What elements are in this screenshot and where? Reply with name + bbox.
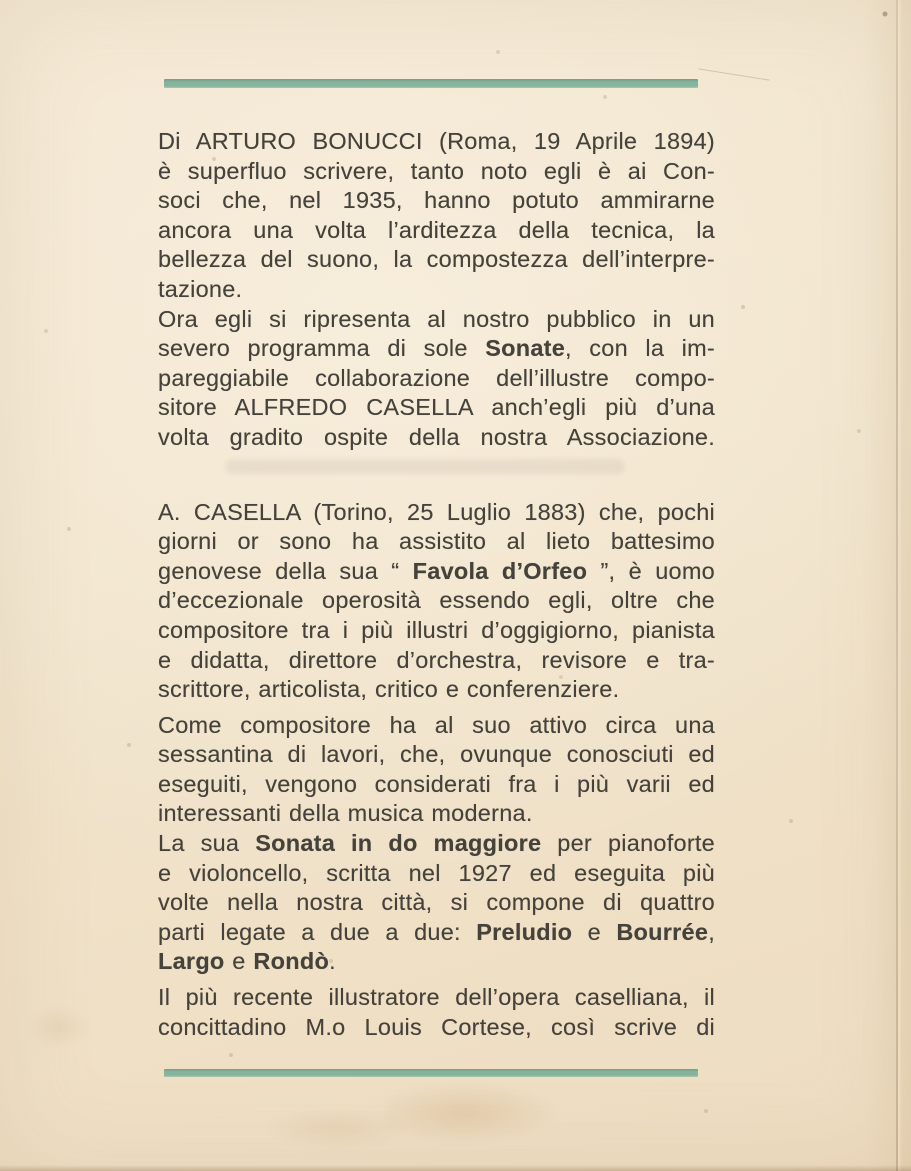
paper-stain [385,1082,560,1144]
text-segment: e didatta, direttore d’orchestra, revisore e tra- [158,646,715,673]
paragraph-opere [158,711,715,829]
paragraph-casella-bio [158,498,715,705]
text-segment: , [708,918,715,945]
top-divider-rule [164,79,698,88]
text-segment: giorni or sono ha assistito al lieto battesimo [158,528,715,555]
text-line [158,586,715,616]
text-line [158,711,715,741]
text-segment: Ora egli si ripresenta al nostro pubblico in un [158,305,715,332]
page-text [158,127,715,1042]
text-segment: ancora una volta l’arditezza della tecnica, la [158,216,715,243]
page-edge-shading [865,0,911,1171]
text-line [158,1013,715,1043]
text-line [158,557,715,587]
text-line [158,305,715,335]
text-line [158,216,715,246]
text-line [158,675,715,705]
text-segment: severo programma di sole [158,335,486,362]
bold-text-segment: Largo [158,948,225,975]
paragraph-ritorno-sonate [158,305,715,453]
text-line [158,983,715,1013]
text-line [158,646,715,676]
text-line [158,770,715,800]
text-line [158,859,715,889]
text-segment: e [572,918,617,945]
text-segment: sitore ALFREDO CASELLA anch’egli più d’una [158,394,715,421]
text-segment: e [224,948,254,975]
paper-scratch [698,68,769,80]
text-segment: Come compositore ha al suo attivo circa una [158,711,715,738]
text-segment: eseguiti, vengono considerati fra i più varii ed [158,770,715,797]
text-line [158,947,715,977]
text-segment: A. CASELLA (Torino, 25 Luglio 1883) che, pochi [158,498,715,525]
text-line [158,245,715,275]
text-line [158,527,715,557]
paper-specks [0,0,2,2]
text-line [158,364,715,394]
bold-text-segment: Rondò [253,948,330,975]
text-segment: ”, è uomo [587,557,715,584]
text-line [158,127,715,157]
text-line [158,186,715,216]
text-line [158,740,715,770]
bottom-divider-rule [164,1069,698,1077]
bold-text-segment: Preludio [476,918,573,945]
text-line [158,799,715,829]
text-segment: . [329,948,336,975]
text-segment: scrittore, articolista, critico e conferenziere. [158,676,620,703]
paragraph-sonata-do-maggiore [158,829,715,977]
text-segment: tazione. [158,275,243,302]
text-segment: per pianoforte [541,830,715,857]
text-segment: volta gradito ospite della nostra Associazione. [158,423,715,450]
text-line [158,918,715,948]
bold-text-segment: Sonate [485,335,566,362]
paragraph-arturo-bonucci [158,127,715,305]
text-segment: concittadino M.o Louis Cortese, così scrive di [158,1013,715,1040]
text-line [158,616,715,646]
text-segment: Di ARTURO BONUCCI (Roma, 19 Aprile 1894) [158,128,715,154]
text-line [158,334,715,364]
bold-text-segment: Sonata in do maggiore [255,830,542,857]
bold-text-segment: Favola d’Orfeo [412,557,588,584]
text-line [158,829,715,859]
text-segment: parti legate a due a due: [158,918,477,945]
text-segment: compositore tra i più illustri d’oggigiorno, pianista [158,616,715,643]
text-segment: bellezza del suono, la compostezza dell’interpre- [158,246,715,273]
text-line [158,423,715,453]
text-segment: La sua [158,830,256,857]
text-segment: genovese della sua “ [158,557,413,584]
text-segment: d’eccezionale operosità essendo egli, oltre che [158,587,715,614]
paper-stain [268,1108,408,1148]
text-segment: Il più recente illustratore dell’opera caselliana, il [158,984,715,1011]
page-fold-crease [896,0,898,1171]
text-segment: volte nella nostra città, si compone di quattro [158,889,715,916]
text-segment: interessanti della musica moderna. [158,800,533,827]
text-segment: è superfluo scrivere, tanto noto egli è ai Con- [158,157,715,184]
text-line [158,498,715,528]
paragraph-louis-cortese [158,983,715,1042]
text-segment: sessantina di lavori, che, ovunque conosciuti ed [158,741,715,768]
text-line [158,888,715,918]
text-line [158,157,715,187]
paper-stain [26,1005,90,1049]
text-line [158,393,715,423]
text-segment: , con la im- [565,335,716,362]
bold-text-segment: Bourrée [616,918,709,945]
text-segment: pareggiabile collaborazione dell’illustre compo- [158,364,715,391]
text-segment: soci che, nel 1935, hanno potuto ammirarne [158,187,715,214]
text-line [158,275,715,305]
text-segment: e violoncello, scritta nel 1927 ed eseguita più [158,859,715,886]
page-bottom-edge-shadow [0,1165,911,1171]
